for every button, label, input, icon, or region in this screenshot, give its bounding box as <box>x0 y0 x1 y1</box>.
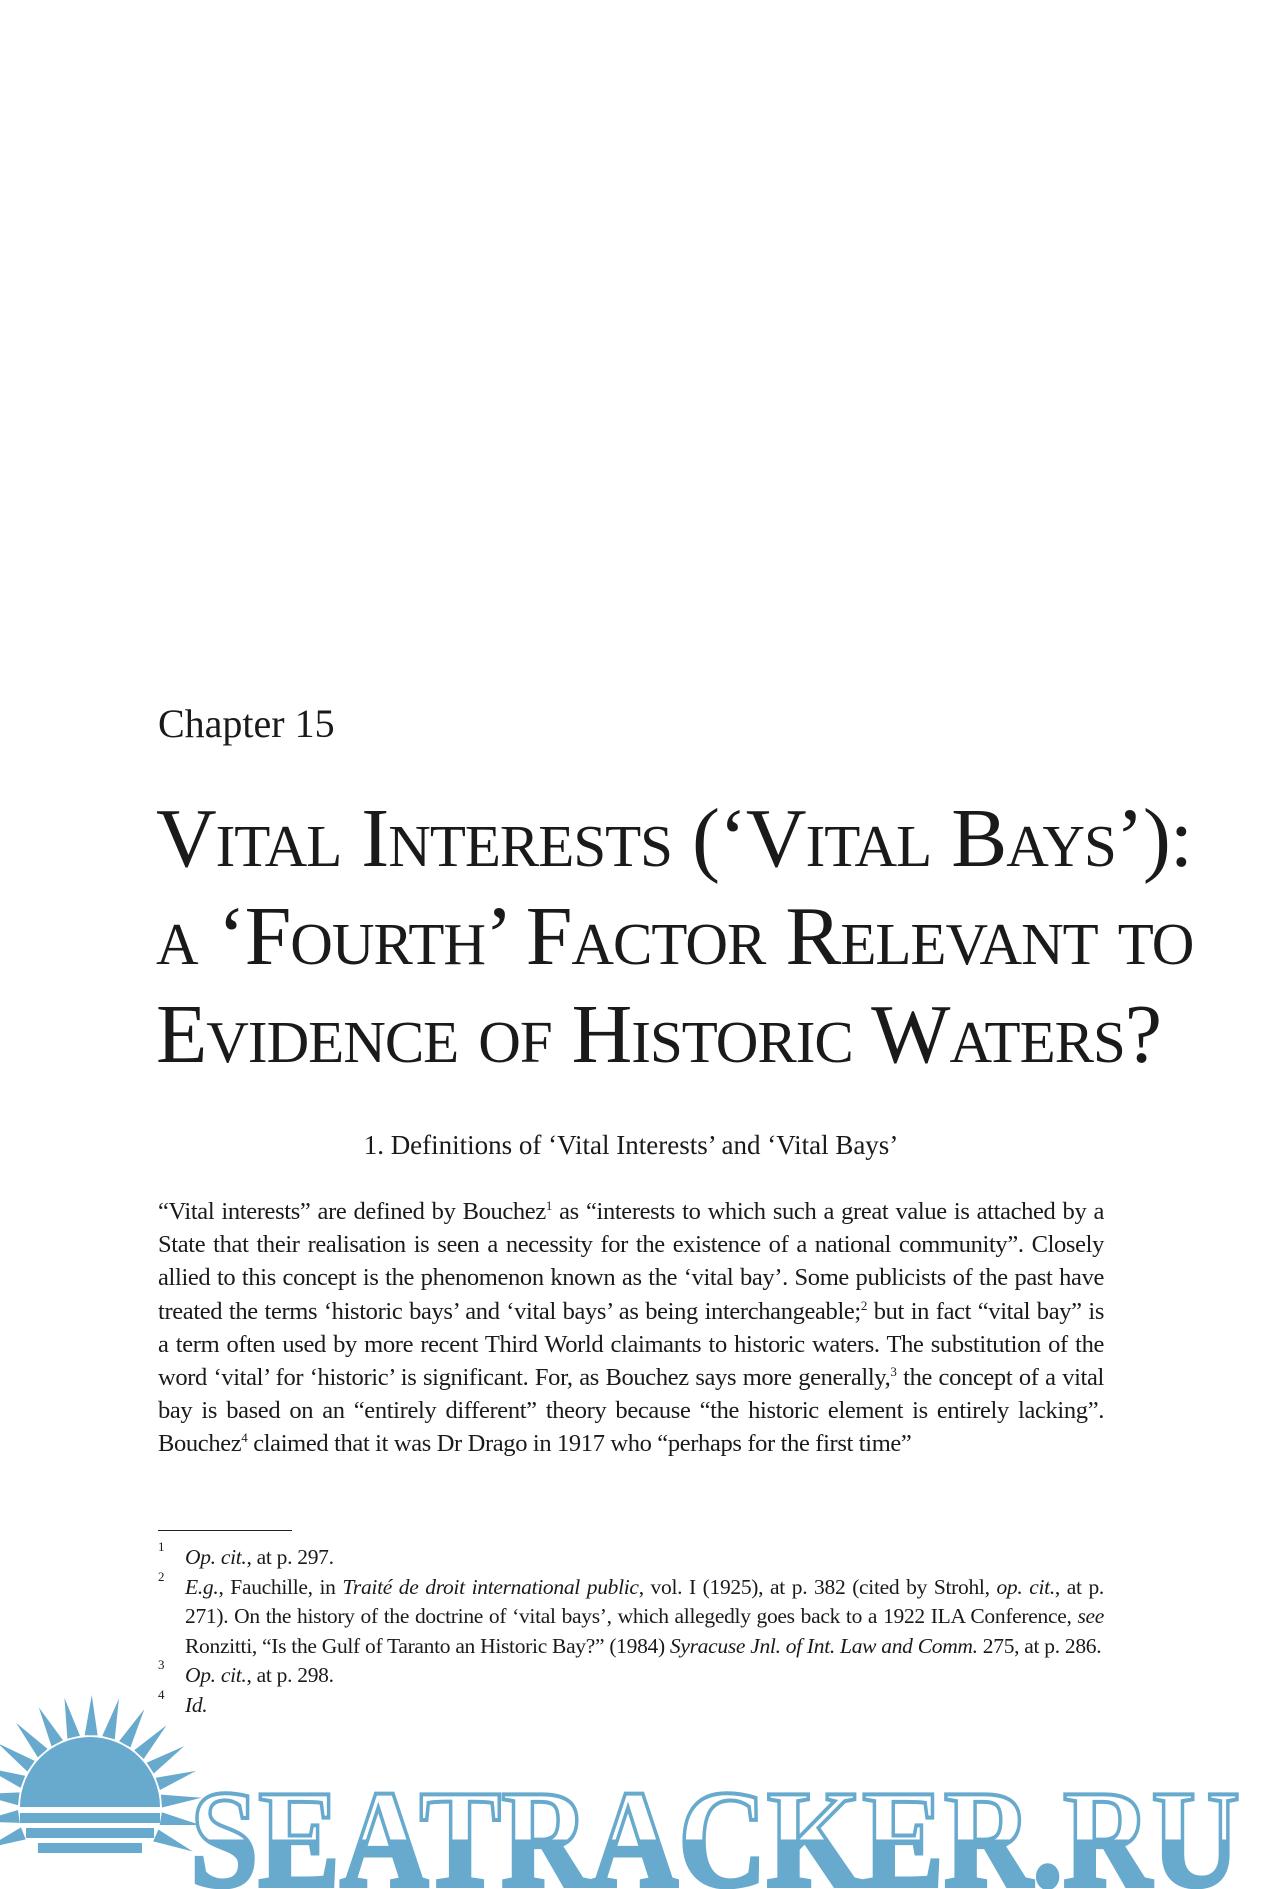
footnote-3 <box>158 1657 1104 1691</box>
footnote-number: 4 <box>158 1686 165 1702</box>
footnote-text: , Fauchille, in <box>218 1574 343 1599</box>
body-text: the concept of a vital bay is based on an “entirely different” theory because “the historic element is entirely lacking”. Bouchez <box>158 1364 1104 1458</box>
body-text: claimed that it was Dr Drago in 1917 who “perhaps for the first time” <box>247 1430 912 1458</box>
watermark-text: SEATRACKER.RU <box>190 1762 1240 1889</box>
footnote-text: , at p. 271). On the history of the doctrine of ‘vital bays’, which allegedly goes back to a 1922 ILA Conference, <box>185 1574 1105 1628</box>
footnote-text: Op. cit. <box>185 1663 247 1687</box>
footnote-text: Traité de droit international public <box>342 1574 639 1599</box>
footnote-text: Ronzitti, “Is the Gulf of Taranto an Historic Bay?” (1984) <box>185 1633 670 1658</box>
footnote-ref[interactable]: 1 <box>545 1197 553 1213</box>
title-line: Evidence of Historic Waters? <box>156 988 1162 1081</box>
sun-ray <box>153 1830 193 1852</box>
footnote-number: 1 <box>158 1539 165 1554</box>
sun-ray <box>0 1768 25 1788</box>
footnote-text: see <box>1077 1604 1104 1628</box>
sun-ray <box>0 1810 20 1823</box>
footnote-text: Op. cit. <box>185 1545 247 1569</box>
sun-ray <box>16 1723 47 1758</box>
chapter-title <box>156 790 1193 1084</box>
footnote-text: 275, at p. 286. <box>977 1633 1102 1658</box>
body-text: “Vital interests” are defined by Bouchez <box>158 1198 546 1225</box>
footnote-number: 3 <box>158 1657 165 1672</box>
footnote-text: op. cit. <box>996 1574 1055 1599</box>
body-paragraph <box>158 1195 1104 1461</box>
footnote-text: , at p. 297. <box>246 1545 334 1569</box>
body-text: but in fact “vital bay” is a term often used by more recent Third World claimants to historic waters. The substitution of the word ‘vital’ for ‘historic’ is significant. For, as Bouchez says more generally, <box>158 1297 1105 1392</box>
footnote-number: 2 <box>158 1568 165 1584</box>
section-heading: 1. Definitions of ‘Vital Interests’ and ‘Vital Bays’ <box>363 1130 899 1160</box>
footnotes <box>158 1539 1105 1720</box>
footnote-divider <box>158 1530 292 1531</box>
footnote-ref[interactable]: 2 <box>860 1297 868 1313</box>
footnote-text: E.g. <box>185 1574 219 1599</box>
footnote-ref[interactable]: 4 <box>241 1430 248 1446</box>
sun-ray <box>0 1743 35 1771</box>
sun-ray <box>39 1707 63 1746</box>
sun-ray <box>102 1699 119 1740</box>
sun-ray <box>85 1695 98 1735</box>
title-line: a ‘Fourth’ Factor Relevant to <box>156 890 1194 983</box>
footnote-text: Syracuse Jnl. of Int. Law and Comm. <box>669 1633 978 1658</box>
sun-ray <box>147 1746 184 1773</box>
sun-ray <box>119 1709 144 1747</box>
sun-icon <box>0 1695 202 1853</box>
footnote-ref[interactable]: 3 <box>890 1363 897 1379</box>
sun-ray <box>0 1792 19 1805</box>
footnote-text: , at p. 298. <box>246 1663 334 1687</box>
sun-ray <box>64 1698 79 1739</box>
title-line: Vital Interests (‘Vital Bays’): <box>156 792 1193 885</box>
sun-ray <box>134 1725 166 1759</box>
chapter-label: Chapter 15 <box>158 701 335 746</box>
footnote-2 <box>158 1568 1105 1662</box>
footnote-text: , vol. I (1925), at p. 382 (cited by Strohl, <box>638 1574 997 1599</box>
watermark-logo <box>0 1692 1262 1889</box>
sun-ray <box>0 1827 26 1848</box>
body-text: as “interests to which such a great value is attached by a State that their realisation is seen a necessity for the existence of a national community”. Closely allied to this concept is the phenomenon known as the ‘vital bay’. Some publicists of the past have treated the terms ‘historic bays’ and ‘vital bays’ as being interchangeable; <box>158 1198 1105 1325</box>
footnote-text: Id. <box>185 1692 208 1717</box>
footnote-1 <box>158 1539 1104 1573</box>
